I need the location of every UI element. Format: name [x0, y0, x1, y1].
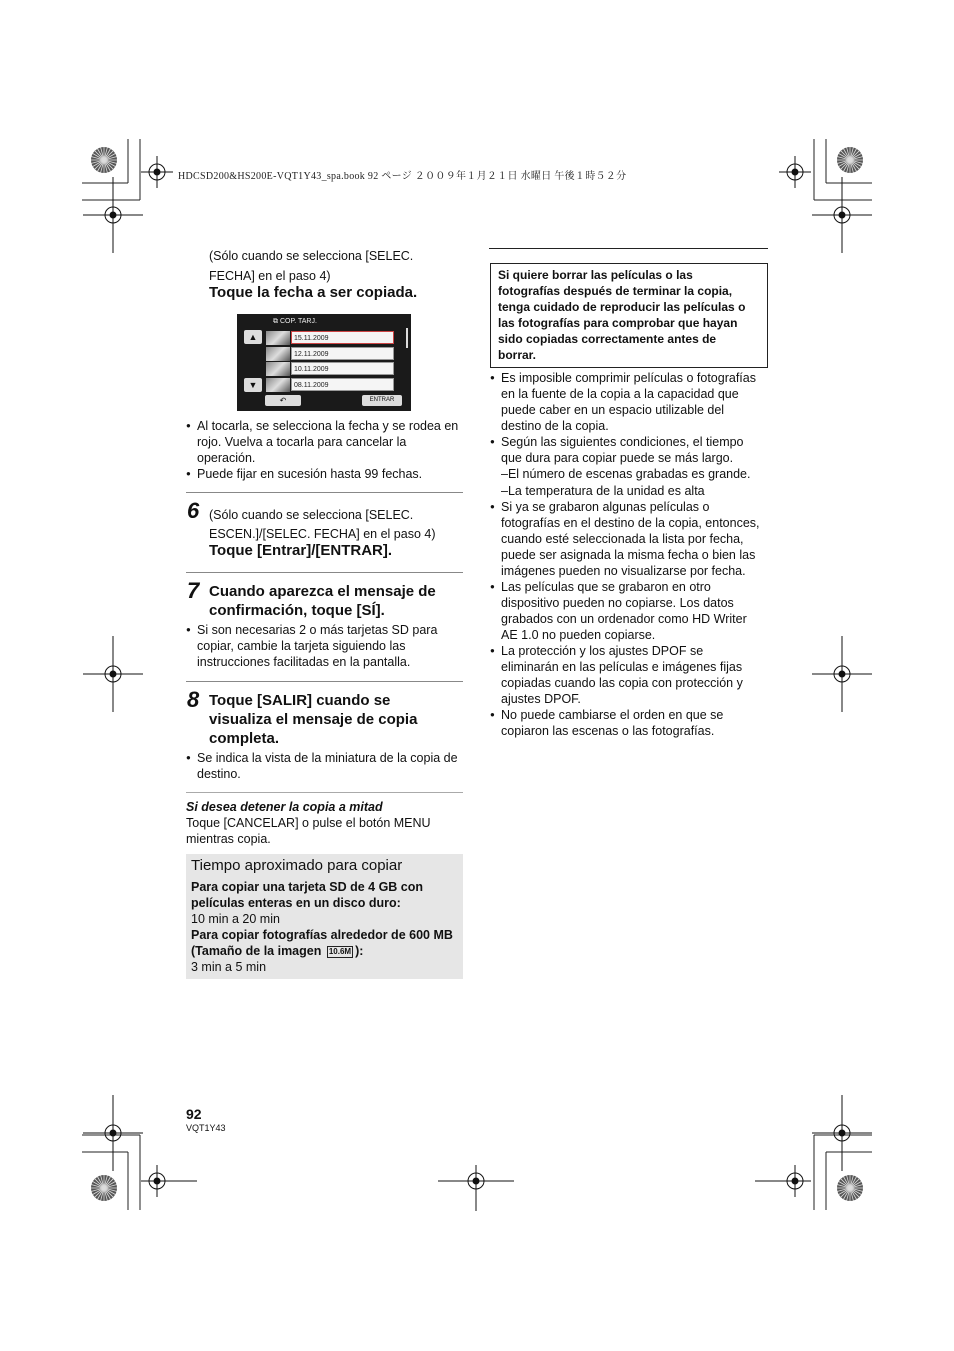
text-line: instrucciones facilitadas en la pantalla.	[197, 655, 411, 669]
text-line: AE 1.0 no pueden copiarse.	[501, 628, 656, 642]
divider	[186, 572, 463, 573]
thumbnail	[266, 362, 290, 376]
text-line: ● Si ya se grabaron algunas películas o	[501, 500, 710, 514]
camera-screen	[237, 314, 411, 411]
bullet-item	[490, 499, 770, 579]
divider	[186, 681, 463, 682]
copy-icon: ⧉	[273, 318, 280, 325]
title-line: visualiza el mensaje de copia	[209, 711, 418, 728]
step-title: Toque [Entrar]/[ENTRAR].	[209, 542, 393, 559]
bullet-item	[490, 434, 770, 466]
condition-line: (Sólo cuando se selecciona [SELEC.	[209, 249, 414, 263]
condition-item: –La temperatura de la unidad es alta	[501, 483, 705, 498]
scroll-up-button[interactable]	[244, 330, 262, 344]
bullet-list	[186, 418, 466, 482]
copy-time-title: Tiempo aproximado para copiar	[191, 857, 403, 874]
step-condition	[209, 246, 413, 286]
step-number: 6	[187, 498, 200, 523]
date-item[interactable]: 15.11.2009	[291, 331, 394, 344]
bullet-item	[186, 622, 466, 670]
title-line: confirmación, toque [SÍ].	[209, 602, 385, 619]
text-line: ● Es imposible comprimir películas o fotografías	[501, 371, 756, 385]
screen-title	[273, 318, 317, 326]
text-line: copiaron las escenas o las fotografías.	[501, 724, 715, 738]
condition-item: –El número de escenas grabadas es grande.	[501, 467, 751, 481]
stop-heading: Si desea detener la copia a mitad	[186, 800, 383, 814]
time-item-value: 3 min a 5 min	[191, 960, 267, 974]
condition-line: ESCEN.]/[SELEC. FECHA] en el paso 4)	[209, 527, 436, 541]
warning-line: sido copiadas correctamente antes de	[498, 332, 717, 346]
stop-text-line: Toque [CANCELAR] o pulse el botón MENU	[186, 816, 431, 830]
stop-section	[186, 799, 431, 847]
text-line: ● Se indica la vista de la miniatura de la copia de	[197, 751, 458, 765]
text-line: ● Si son necesarias 2 o más tarjetas SD para	[197, 623, 438, 637]
bullet-item	[490, 643, 770, 707]
text-line: eliminarán en las películas e imágenes fijas	[501, 660, 743, 674]
time-item-heading: Para copiar fotografías alrededor de 600 MB	[191, 928, 453, 942]
bullet-item	[186, 750, 466, 782]
condition-line: FECHA] en el paso 4)	[209, 269, 331, 283]
text-line: ● Al tocarla, se selecciona la fecha y se rodea en	[197, 419, 459, 433]
text-line: operación.	[197, 451, 256, 465]
text-line: rojo. Vuelva a tocarla para cancelar la	[197, 435, 407, 449]
heading-text: ):	[355, 944, 364, 958]
bullet-item	[490, 370, 770, 434]
copy-time-content	[191, 879, 453, 975]
time-item-heading	[191, 943, 453, 959]
back-arrow-icon: ↶	[279, 396, 287, 405]
date-item[interactable]: 12.11.2009	[291, 347, 394, 360]
text-line: en la fuente de la copia a la capacidad que	[501, 387, 739, 401]
text-line: puede ser asignada la misma fecha o bien las	[501, 548, 756, 562]
screen-title-text: COP. TARJ.	[279, 318, 317, 325]
title-line: Cuando aparezca el mensaje de	[209, 583, 436, 600]
up-arrow-icon: ▲	[248, 332, 258, 342]
scrollbar[interactable]	[406, 328, 408, 348]
enter-button[interactable]: ENTRAR	[362, 395, 402, 406]
text-line: ● No puede cambiarse el orden en que se	[501, 708, 724, 722]
warning-line: borrar.	[498, 348, 537, 362]
bullet-item	[186, 466, 466, 482]
text-line: fotografías en el destino de la copia, entonces,	[501, 516, 760, 530]
time-item-heading: películas enteras en un disco duro:	[191, 896, 401, 910]
text-line: ● Puede fijar en sucesión hasta 99 fechas.	[197, 467, 423, 481]
step-instruction: Toque la fecha a ser copiada.	[209, 284, 418, 301]
bullet-item	[186, 418, 466, 466]
text-line: ● Las películas que se grabaron en otro	[501, 580, 711, 594]
text-line: ● Según las siguientes condiciones, el tiempo	[501, 435, 744, 449]
step-condition	[209, 506, 435, 544]
notes-list	[490, 370, 770, 739]
image-size-icon: 10.6M	[328, 946, 352, 956]
text-line: puede caber en un espacio utilizable del	[501, 403, 725, 417]
page-number: 92	[186, 1106, 202, 1122]
text-line: destino.	[197, 767, 241, 781]
print-header: HDCSD200&HS200E-VQT1Y43_spa.book 92 ページ ２００９年１月２１日 水曜日 午後１時５２分	[178, 171, 627, 182]
thumbnail	[266, 331, 290, 345]
copy-time-box	[186, 854, 463, 979]
text-line: dispositivo pueden no copiarse. Los datos	[501, 596, 734, 610]
thumbnail	[266, 347, 290, 361]
stop-text-line: mientras copia.	[186, 832, 271, 846]
warning-box	[490, 263, 768, 368]
text-line: grabados con un ordenador como HD Writer	[501, 612, 747, 626]
warning-line: fotografías después de terminar la copia,	[498, 284, 733, 298]
divider	[489, 248, 768, 249]
warning-text	[498, 267, 745, 363]
step-number: 7	[187, 578, 200, 603]
scroll-down-button[interactable]	[244, 378, 262, 392]
text-line: copiar, cambie la tarjeta siguiendo las	[197, 639, 406, 653]
warning-line: Si quiere borrar las películas o las	[498, 268, 693, 282]
model-code: VQT1Y43	[186, 1123, 226, 1133]
thumbnail	[266, 378, 290, 392]
divider	[186, 492, 463, 493]
title-line: completa.	[209, 730, 280, 747]
step-title	[209, 582, 436, 620]
warning-line: las fotografías para comprobar que hayan	[498, 316, 738, 330]
divider	[186, 792, 463, 793]
text-line: cuando esté seleccionada la lista por fecha,	[501, 532, 744, 546]
text-line: copiadas cuando las copia con protección y	[501, 676, 743, 690]
heading-text: (Tamaño de la imagen	[191, 944, 322, 958]
bullet-item	[490, 707, 770, 739]
step-number: 8	[187, 687, 200, 712]
bullet-item	[490, 579, 770, 643]
title-line: Toque [SALIR] cuando se	[209, 692, 391, 709]
text-line: que dura para copiar puede se más largo.	[501, 451, 734, 465]
condition-line: (Sólo cuando se selecciona [SELEC.	[209, 508, 414, 522]
date-item[interactable]: 08.11.2009	[291, 378, 394, 391]
time-item-heading: Para copiar una tarjeta SD de 4 GB con	[191, 880, 424, 894]
down-arrow-icon: ▼	[248, 380, 258, 390]
text-line: destino de la copia.	[501, 419, 609, 433]
step-title	[209, 691, 417, 748]
time-item-value: 10 min a 20 min	[191, 912, 280, 926]
back-button[interactable]	[265, 395, 301, 406]
warning-line: tenga cuidado de reproducir las películas o	[498, 300, 746, 314]
bullet-list	[186, 622, 466, 670]
text-line: ajustes DPOF.	[501, 692, 581, 706]
date-item[interactable]: 10.11.2009	[291, 362, 394, 375]
text-line: ● La protección y los ajustes DPOF se	[501, 644, 704, 658]
text-line: imágenes pueden no visualizarse por fecha.	[501, 564, 746, 578]
bullet-list	[186, 750, 466, 782]
